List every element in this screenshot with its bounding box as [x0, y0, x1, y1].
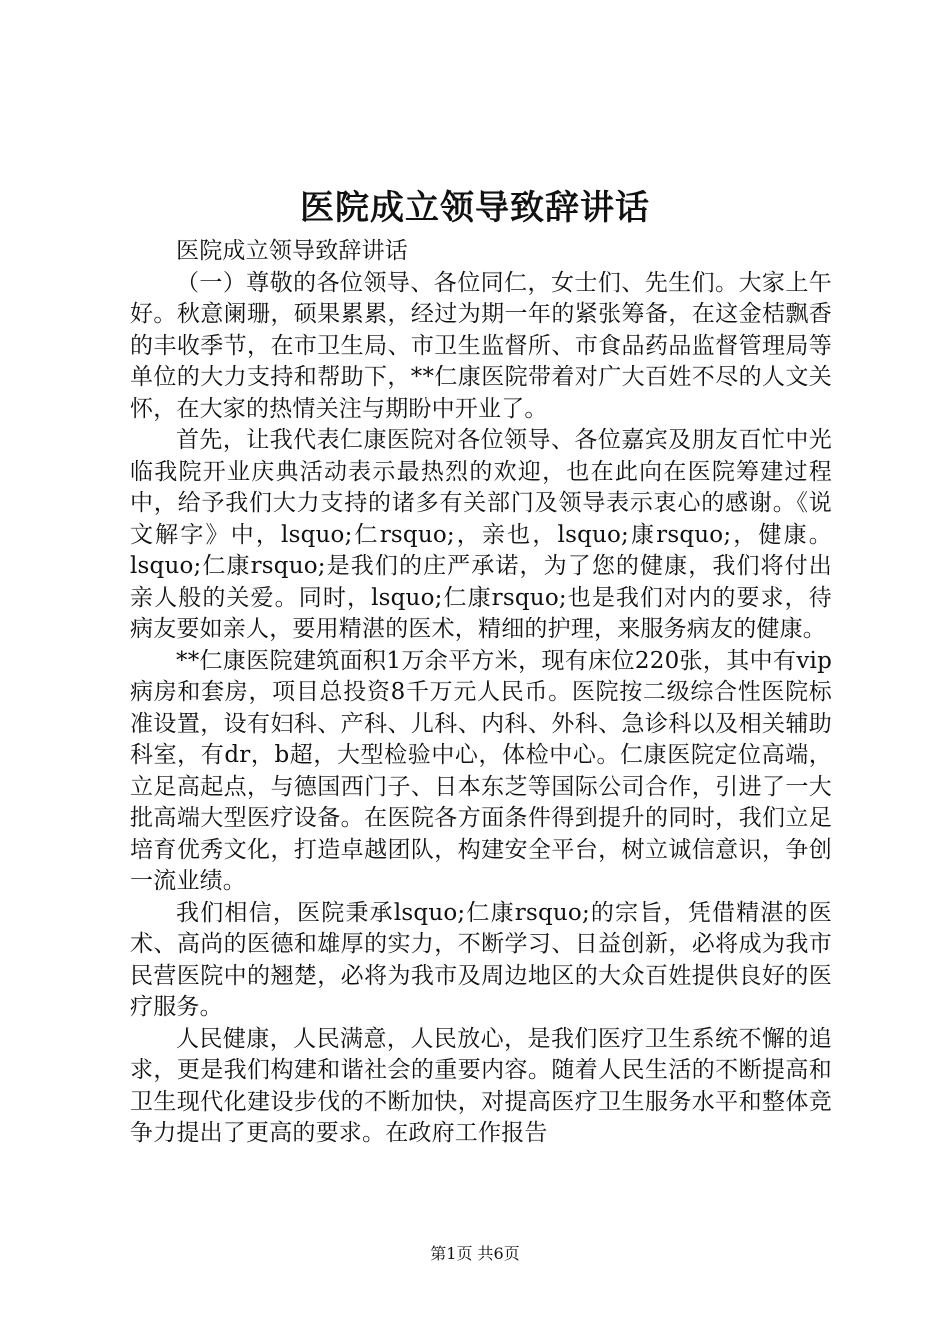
- document-body: [130, 236, 832, 1150]
- paragraph: （一）尊敬的各位领导、各位同仁，女士们、先生们。大家上午好。秋意阑珊，硕果累累，经过为期一年的紧张筹备，在这金桔飘香的丰收季节，在市卫生局、市卫生监督所、市食品药品监督管理局等单位的大力支持和帮助下，**仁康医院带着对广大百姓不尽的人文关怀，在大家的热情关注与期盼中开业了。: [130, 269, 832, 422]
- paragraph: 我们相信，医院秉承lsquo;仁康rsquo;的宗旨，凭借精湛的医术、高尚的医德和雄厚的实力，不断学习、日益创新，必将成为我市民营医院中的翘楚，必将为我市及周边地区的大众百姓提供良好的医疗服务。: [130, 899, 832, 1020]
- page-number-footer: 第1页 共6页: [430, 1244, 520, 1263]
- paragraph: 医院成立领导致辞讲话: [176, 238, 408, 264]
- paragraph: **仁康医院建筑面积1万余平方米，现有床位220张，其中有vip病房和套房，项目总投资8千万元人民币。医院按二级综合性医院标准设置，设有妇科、产科、儿科、内科、外科、急诊科以及相关辅助科室，有dr，b超，大型检验中心，体检中心。仁康医院定位高端，立足高起点，与德国西门子、日本东芝等国际公司合作，引进了一大批高端大型医疗设备。在医院各方面条件得到提升的同时，我们立足培育优秀文化，打造卓越团队，构建安全平台，树立诚信意识，争创一流业绩。: [130, 647, 832, 894]
- document-title: 医院成立领导致辞讲话: [300, 188, 650, 228]
- paragraph: 人民健康，人民满意，人民放心，是我们医疗卫生系统不懈的追求，更是我们构建和谐社会的重要内容。随着人民生活的不断提高和卫生现代化建设步伐的不断加快，对提高医疗卫生服务水平和整体竞争力提出了更高的要求。在政府工作报告: [130, 1025, 832, 1146]
- paragraph: 首先，让我代表仁康医院对各位领导、各位嘉宾及朋友百忙中光临我院开业庆典活动表示最热烈的欢迎，也在此向在医院筹建过程中，给予我们大力支持的诸多有关部门及领导表示衷心的感谢。《说文解字》中，lsquo;仁rsquo;，亲也，lsquo;康rsquo;，健康。lsquo;仁康rsquo;是我们的庄严承诺，为了您的健康，我们将付出亲人般的关爱。同时，lsquo;仁康rsquo;也是我们对内的要求，待病友要如亲人，要用精湛的医术，精细的护理，来服务病友的健康。: [130, 427, 832, 642]
